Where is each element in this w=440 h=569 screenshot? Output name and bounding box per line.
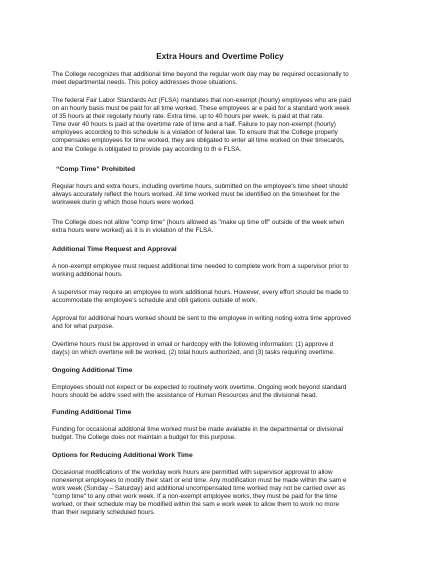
comp-time-paragraph-2 <box>52 219 388 235</box>
text-line: than their regularly scheduled hours. <box>52 509 156 517</box>
funding-heading: Funding Additional Time <box>52 409 132 416</box>
text-line: of 35 hours at their regularly hourly rate. Extra time, up to 40 hours per week, is paid at that rate. <box>52 113 325 121</box>
funding-paragraph <box>52 426 388 442</box>
options-heading: Options for Reducing Additional Work Time <box>52 452 193 459</box>
text-line: compensates employees for time worked, they are obligated to enter all time worked on their timecards, <box>52 137 345 145</box>
text-line: "comp time" to any other work week. If a non-exempt employee works, they must be paid for the time <box>52 493 338 501</box>
ongoing-paragraph <box>52 384 388 400</box>
text-line: A non-exempt employee must request additional time needed to complete work from a supervisor prior to <box>52 263 349 270</box>
text-line: The College does not allow "comp time" (hours allowed as "make up time off" outside of the week when <box>52 219 345 226</box>
text-line: The federal Fair Labor Standards Act (FLSA) mandates that non-exempt (hourly) employees who are paid <box>52 97 352 104</box>
text-line: accommodate the employee's schedule and obli gations outside of work. <box>52 297 258 305</box>
text-line: hours should be addre ssed with the assistance of Human Resources and the divisional head. <box>52 392 318 400</box>
text-line: Time over 40 hours is paid at the overtime rate of time and a half. Failure to pay non-exempt (hourly) <box>52 121 336 129</box>
text-line: Employees should not expect or be expected to routinely work overtime. Ongoing work beyond standard <box>52 384 347 391</box>
text-line: employees according to this schedule is a violation of federal law. To ensure that the College properly <box>52 129 338 137</box>
text-line: workweek durin g which those hours were worked. <box>52 199 195 207</box>
text-line: meet departmental needs. This policy addresses those situations. <box>52 79 238 87</box>
text-line: worked, or their schedule may be modified within the sam e work week to allow them to work no more <box>52 501 339 509</box>
flsa-paragraph <box>52 97 388 154</box>
request-paragraph-4 <box>52 341 388 357</box>
document-title: Extra Hours and Overtime Policy <box>156 52 284 61</box>
text-line: always accurately reflect the hours worked. All time worked must be identified on the timesheet for the <box>52 191 340 199</box>
request-paragraph-1 <box>52 263 388 279</box>
intro-paragraph <box>52 71 388 87</box>
options-paragraph <box>52 469 388 518</box>
request-paragraph-3 <box>52 315 388 331</box>
text-line: day(s) on which overtime will be worked, (2) total hours authorized, and (3) tasks requiring overtime. <box>52 349 335 357</box>
request-paragraph-2 <box>52 289 388 305</box>
text-line: working additional hours. <box>52 271 123 279</box>
text-line: Regular hours and extra hours, including overtime hours, submitted on the employee's time sheet should <box>52 183 348 190</box>
text-line: Occasional modifications of the workday work hours are permitted with supervisor approval to allow <box>52 469 333 476</box>
text-line: Overtime hours must be approved in email or hardcopy with the following information: (1) approve d <box>52 341 334 348</box>
text-line: A supervisor may require an employee to work additional hours. However, every effort should be made to <box>52 289 349 296</box>
text-line: Funding for occasional additional time worked must be made available in the departmental or divisional <box>52 426 343 433</box>
ongoing-heading: Ongoing Additional Time <box>52 367 133 374</box>
comp-time-heading: “Comp Time” Prohibited <box>56 166 136 173</box>
comp-time-paragraph-1 <box>52 183 388 207</box>
text-line: Approval for additional hours worked should be sent to the employee in writing noting extra time approved <box>52 315 351 322</box>
text-line: The College recognizes that additional time beyond the regular work day may be required occasionally to <box>52 71 349 78</box>
request-heading: Additional Time Request and Approval <box>52 246 177 253</box>
text-line: extra hours were worked) as it is in violation of the FLSA. <box>52 227 214 235</box>
text-line: and for what purpose. <box>52 323 114 331</box>
text-line: and the College is obligated to provide pay according to th e FLSA. <box>52 145 242 153</box>
text-line: budget. The College does not maintain a budget for this purpose. <box>52 434 236 442</box>
text-line: nonexempt employees to modify their start or end time. Any modification must be made within the sam e <box>52 477 347 485</box>
text-line: work week (Sunday – Saturday) and additional uncompensated time worked may not be carried over as <box>52 485 346 493</box>
text-line: on an hourly basis must be paid for all time worked. These employees ar e paid for a standard work week <box>52 105 350 113</box>
